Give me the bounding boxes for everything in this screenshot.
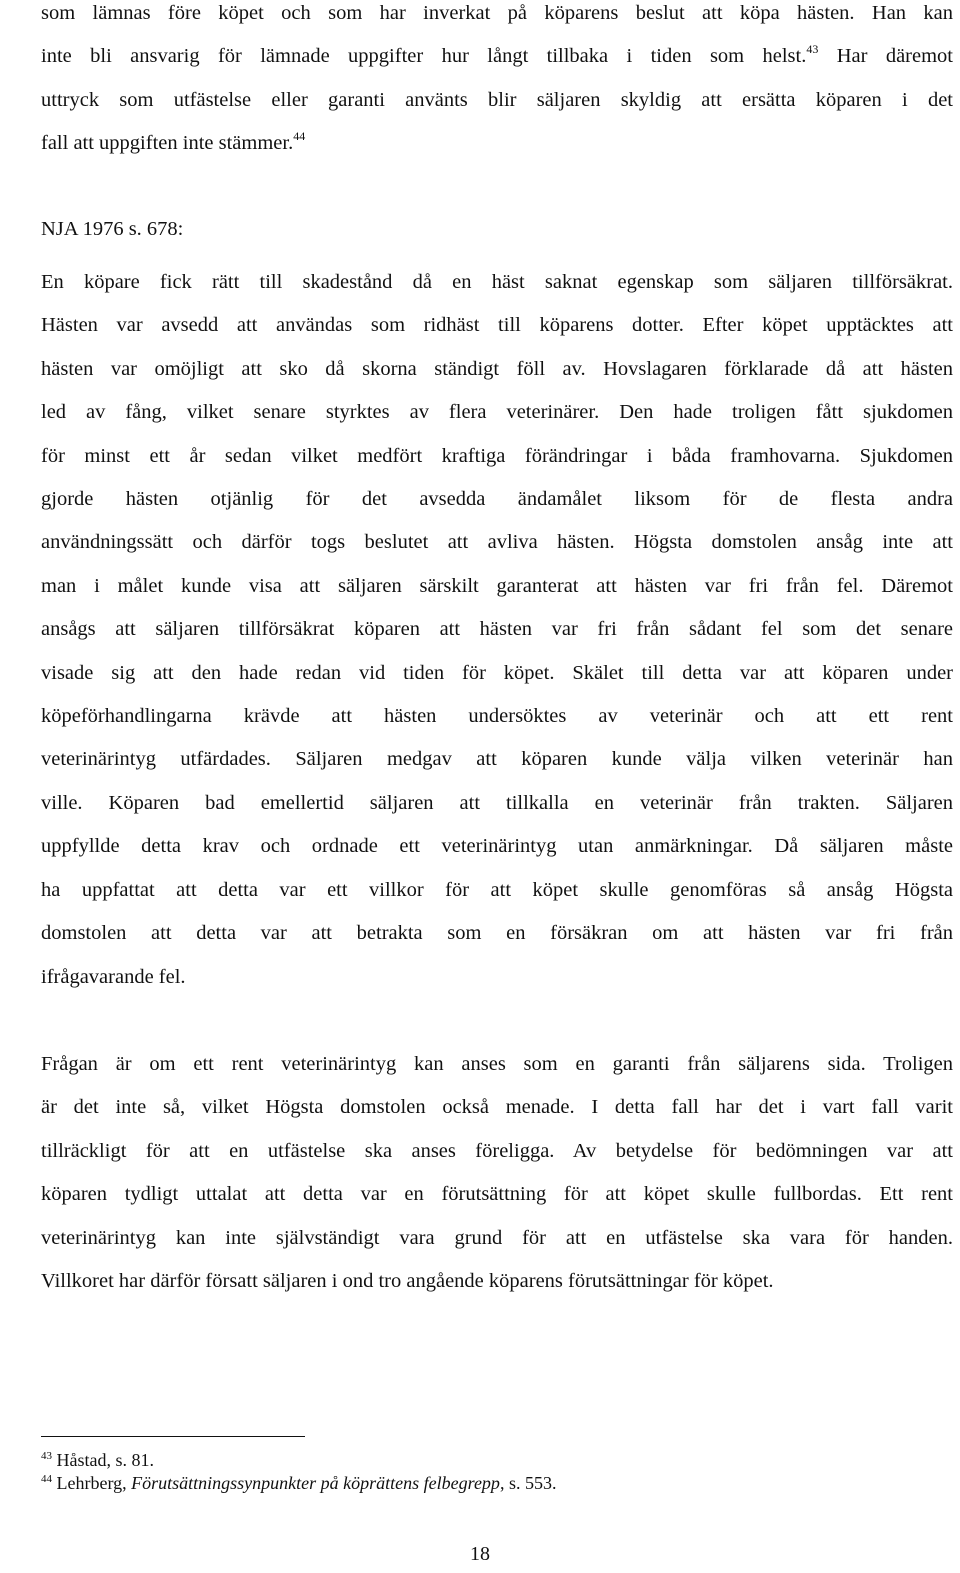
text-line: veterinärintyg utfärdades. Säljaren medgav att köparen kunde välja vilken veterinär han bbox=[41, 748, 953, 771]
footnotes bbox=[41, 1449, 556, 1494]
paragraph-case-summary bbox=[41, 261, 953, 999]
text-line: som lämnas före köpet och som har inverkat på köparens beslut att köpa hästen. Han kan bbox=[41, 2, 953, 24]
text-line: En köpare fick rätt till skadestånd då en häst saknat egenskap som säljaren tillförsäkrat. bbox=[41, 271, 953, 293]
text-line: visade sig att den hade redan vid tiden för köpet. Skälet till detta var att köparen under bbox=[41, 661, 953, 684]
footnote-text: Håstad, s. 81. bbox=[56, 1450, 154, 1470]
text-line: köpeförhandlingarna krävde att hästen undersöktes av veterinär och att ett rent bbox=[41, 705, 953, 728]
case-heading: NJA 1976 s. 678: bbox=[41, 218, 184, 240]
text-line: Hästen var avsedd att användas som ridhäst till köparens dotter. Efter köpet upptäcktes att bbox=[41, 314, 953, 337]
text-line: uppfyllde detta krav och ordnade ett veterinärintyg utan anmärkningar. Då säljaren måste bbox=[41, 835, 953, 858]
text-line: tillräckligt för att en utfästelse ska anses föreligga. Av betydelse för bedömningen var att bbox=[41, 1139, 953, 1162]
paragraph-analysis bbox=[41, 1043, 953, 1303]
text-line: ansågs att säljaren tillförsäkrat köparen att hästen var fri från sådant fel som det senare bbox=[41, 618, 953, 641]
footnote-43 bbox=[41, 1449, 556, 1472]
text-segment: fall att uppgiften inte stämmer. bbox=[41, 132, 294, 155]
page-number: 18 bbox=[470, 1543, 490, 1565]
footnote-ref-44: 44 bbox=[293, 129, 306, 144]
text-line: uttryck som utfästelse eller garanti använts blir säljaren skyldig att ersätta köparen i det bbox=[41, 88, 953, 111]
footnote-number: 44 bbox=[41, 1472, 52, 1485]
text-line: ifrågavarande fel. bbox=[41, 965, 186, 988]
footnote-title-italic: Förutsättningssynpunkter på köprättens felbegrepp bbox=[131, 1472, 500, 1493]
text-line: användningssätt och därför togs beslutet att avliva hästen. Högsta domstolen ansåg inte att bbox=[41, 531, 953, 554]
text-line: för minst ett år sedan vilket medfört kraftiga förändringar i båda framhovarna. Sjukdomen bbox=[41, 444, 953, 467]
footnote-44 bbox=[41, 1472, 556, 1495]
text-line: är det inte så, vilket Högsta domstolen också menade. I detta fall har det i vart fall varit bbox=[41, 1096, 953, 1119]
text-line bbox=[41, 122, 953, 165]
text-line bbox=[41, 35, 953, 78]
text-segment: inte bli ansvarig för lämnade uppgifter hur långt tillbaka i tiden som helst. bbox=[41, 45, 807, 68]
footnote-separator bbox=[41, 1436, 305, 1437]
text-line: Villkoret har därför försatt säljaren i ond tro angående köparens förutsättningar för köpet. bbox=[41, 1270, 774, 1293]
footnote-number: 43 bbox=[41, 1450, 52, 1462]
text-line: ville. Köparen bad emellertid säljaren att tillkalla en veterinär från trakten. Säljaren bbox=[41, 791, 953, 814]
text-line: hästen var omöjligt att sko då skorna ständigt föll av. Hovslagaren förklarade då att hästen bbox=[41, 357, 953, 380]
text-line: veterinärintyg kan inte självständigt vara grund för att en utfästelse ska vara för handen. bbox=[41, 1226, 953, 1249]
footnote-text: Lehrberg, bbox=[56, 1472, 132, 1493]
footnote-text: , s. 553. bbox=[499, 1472, 557, 1493]
footnote-ref-43: 43 bbox=[806, 42, 819, 57]
text-line: man i målet kunde visa att säljaren särskilt garanterat att hästen var fri från fel. Däremot bbox=[41, 574, 953, 597]
paragraph-intro bbox=[41, 0, 953, 166]
text-line: domstolen att detta var att betrakta som en försäkran om att hästen var fri från bbox=[41, 922, 953, 945]
text-line: gjorde hästen otjänlig för det avsedda ändamålet liksom för de flesta andra bbox=[41, 488, 953, 511]
text-line: led av fång, vilket senare styrktes av flera veterinärer. Den hade troligen fått sjukdomen bbox=[41, 401, 953, 424]
text-line: köparen tydligt uttalat att detta var en förutsättning för att köpet skulle fullbordas. Ett rent bbox=[41, 1183, 953, 1206]
text-line: ha uppfattat att detta var ett villkor för att köpet skulle genomföras så ansåg Högsta bbox=[41, 878, 953, 901]
text-line: Frågan är om ett rent veterinärintyg kan anses som en garanti från säljarens sida. Troligen bbox=[41, 1053, 953, 1075]
text-segment: Har däremot bbox=[818, 45, 953, 68]
